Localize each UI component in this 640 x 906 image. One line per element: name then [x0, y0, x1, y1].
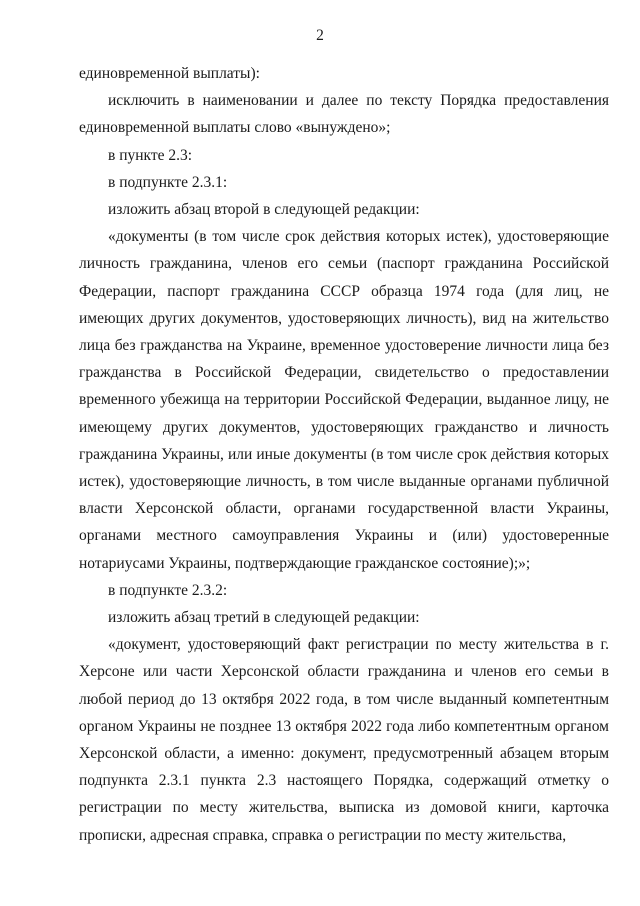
paragraph-registration-document: «документ, удостоверяющий факт регистрации по месту жительства в г. Херсоне или части Херсонской области гражданина и членов его семьи в любой период до 13 октября 2022 года, в том числе выданный компетентным органом Украины не позднее 13 октября 2022 года либо компетентным органом Херсонской области, а именно: документ, предусмотренный абзацем вторым подпункта 2.3.1 пункта 2.3 настоящего Порядка, содержащий отметку о регистрации по месту жительства, выписка из домовой книги, карточка прописки, адресная справка, справка о регистрации по месту жительства,	[79, 636, 609, 844]
page-number: 2	[316, 27, 324, 44]
paragraph-subpoint-2-3-2: в подпункте 2.3.2:	[108, 581, 228, 599]
paragraph-amend-second: изложить абзац второй в следующей редакции:	[108, 201, 420, 219]
paragraph-subpoint-2-3-1: в подпункте 2.3.1:	[108, 173, 228, 191]
paragraph-point-2-3: в пункте 2.3:	[108, 146, 193, 164]
document-body	[79, 60, 609, 849]
paragraph-exclude-word: исключить в наименовании и далее по тексту Порядка предоставления единовременной выплаты слово «вынуждено»;	[79, 92, 609, 137]
paragraph-amend-third: изложить абзац третий в следующей редакции:	[108, 609, 420, 627]
paragraph-identity-documents: «документы (в том числе срок действия которых истек), удостоверяющие личность гражданина, членов его семьи (паспорт гражданина Российской Федерации, паспорт гражданина СССР образца 1974 года (для лиц, не имеющих других документов, удостоверяющих личность), вид на жительство лица без гражданства на Украине, временное удостоверение личности лица без гражданства в Российской Федерации, свидетельство о предоставлении временного убежища на территории Российской Федерации, выданное лицу, не имеющему других документов, удостоверяющих гражданство и личность гражданина Украины, или иные документы (в том числе срок действия которых истек), удостоверяющие личность, в том числе выданные органами публичной власти Херсонской области, органами государственной власти Украины, органами местного самоуправления Украины и (или) удостоверенные нотариусами Украины, подтверждающие гражданское состояние);»;	[79, 228, 609, 572]
paragraph-continuation: единовременной выплаты):	[79, 65, 260, 82]
